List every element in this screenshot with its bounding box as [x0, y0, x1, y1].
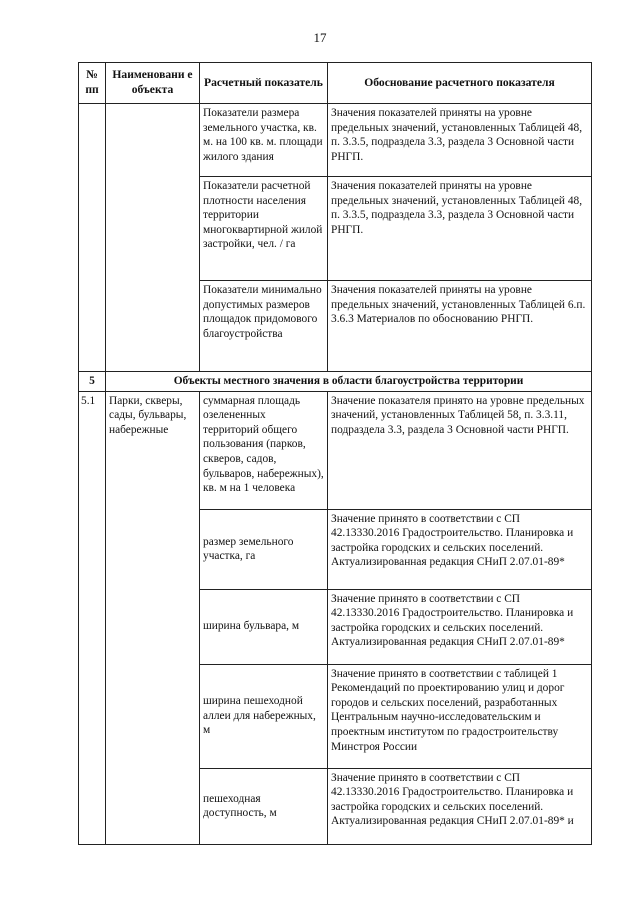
subsection-name: Парки, скверы, сады, бульвары, набережные — [106, 391, 200, 844]
section-title: Объекты местного значения в области благоустройства территории — [106, 372, 592, 392]
indicator-cell: суммарная площадь озелененных территорий общего пользования (парков, скверов, садов, бульваров, набережных), кв. м на 1 человека — [200, 391, 328, 509]
indicator-cell: Показатели размера земельного участка, кв. м. на 100 кв. м. площади жилого здания — [200, 104, 328, 177]
header-justification: Обоснование расчетного показателя — [328, 63, 592, 104]
section-num: 5 — [79, 372, 106, 392]
header-num: № пп — [79, 63, 106, 104]
section-row — [79, 372, 592, 392]
table-row — [79, 391, 592, 509]
indicator-cell: пешеходная доступность, м — [200, 768, 328, 844]
justification-cell: Значения показателей приняты на уровне предельных значений, установленных Таблицей 48, п. 3.3.5, подраздела 3.3, раздела 3 Основной части РНГП. — [328, 177, 592, 281]
norms-table — [78, 62, 592, 845]
table-row — [79, 104, 592, 177]
justification-cell: Значение принято в соответствии с СП 42.13330.2016 Градостроительство. Планировка и застройка городских и сельских поселений. Актуализированная редакция СНиП 2.07.01-89* — [328, 509, 592, 589]
justification-cell: Значение принято в соответствии с СП 42.13330.2016 Градостроительство. Планировка и застройка городских и сельских поселений. Актуализированная редакция СНиП 2.07.01-89* — [328, 589, 592, 664]
page-number: 17 — [313, 30, 327, 45]
justification-cell: Значения показателей приняты на уровне предельных значений, установленных Таблицей 6.п. 3.6.3 Материалов по обоснованию РНГП. — [328, 281, 592, 372]
indicator-cell: ширина бульвара, м — [200, 589, 328, 664]
continued-num-cell — [79, 104, 106, 372]
justification-cell: Значение показателя принято на уровне предельных значений, установленных Таблицей 58, п. 3.3.11, подраздела 3.3, раздела 3 Основной части РНГП. — [328, 391, 592, 509]
table-header-row — [79, 63, 592, 104]
justification-cell: Значение принято в соответствии с СП 42.13330.2016 Градостроительство. Планировка и застройка городских и сельских поселений. Актуализированная редакция СНиП 2.07.01-89* и — [328, 768, 592, 844]
justification-cell: Значения показателей приняты на уровне предельных значений, установленных Таблицей 48, п. 3.3.5, подраздела 3.3, раздела 3 Основной части РНГП. — [328, 104, 592, 177]
continued-name-cell — [106, 104, 200, 372]
indicator-cell: Показатели минимально допустимых размеров площадок придомового благоустройства — [200, 281, 328, 372]
header-name: Наименовани е объекта — [106, 63, 200, 104]
indicator-cell: Показатели расчетной плотности населения территории многоквартирной жилой застройки, чел. / га — [200, 177, 328, 281]
header-indicator: Расчетный показатель — [200, 63, 328, 104]
indicator-cell: размер земельного участка, га — [200, 509, 328, 589]
subsection-num: 5.1 — [79, 391, 106, 844]
justification-cell: Значение принято в соответствии с таблицей 1 Рекомендаций по проектированию улиц и дорог городов и сельских поселений, разработанных Центральным научно-исследовательским и проектным институтом по градостроительству Минстроя России — [328, 664, 592, 768]
indicator-cell: ширина пешеходной аллеи для набережных, м — [200, 664, 328, 768]
